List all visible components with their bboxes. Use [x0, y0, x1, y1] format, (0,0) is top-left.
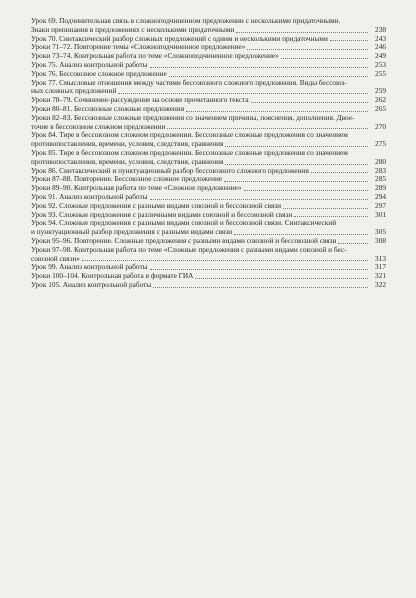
toc-page-number: 308 — [375, 235, 386, 245]
toc-entry-title: Уроки 100–104. Контрольная работа в формате ГИА — [31, 272, 194, 281]
toc-entry-title: Уроки 95–96. Повторение. Сложные предложения с разными видами союзной и бессоюзной связи — [31, 236, 337, 245]
toc-entry-line: Уроки 82–83. Бессоюзные сложные предложения со значением причины, пояснения, дополнения. Двое- — [31, 113, 355, 122]
toc-entry-title: Урок 75. Анализ контрольной работы — [31, 60, 148, 69]
toc-entry-title: Урок 70. Синтаксический разбор сложных предложений с одним и несколькими придаточными — [31, 34, 328, 43]
toc-page-number: 317 — [375, 262, 386, 272]
toc-page-number: 238 — [375, 24, 386, 34]
toc-entry — [31, 70, 386, 79]
toc-entry — [31, 184, 386, 193]
toc-entry — [31, 255, 386, 264]
dot-leader — [169, 76, 368, 77]
toc-entry-title: противопоставления, времени, условия, следствия, сравнения — [31, 157, 224, 166]
dot-leader — [338, 243, 368, 244]
toc-entry — [31, 87, 386, 96]
toc-entry-title: точие в бессоюзном сложном предложении — [31, 122, 166, 131]
toc-entry — [31, 263, 386, 272]
toc-entry — [31, 123, 386, 132]
toc-entry-line: Урок 85. Тире в бессоюзном сложном предложении. Бессоюзные сложные предложения со значением — [31, 148, 348, 157]
dot-leader — [281, 58, 368, 59]
toc-page-number: 294 — [375, 191, 386, 201]
toc-entry-line: Урок 84. Тире в бессоюзном сложном предложении. Бессоюзные сложные предложения со значением — [31, 131, 348, 140]
dot-leader — [234, 234, 368, 235]
dot-leader — [311, 172, 368, 173]
toc-page-number: 285 — [375, 174, 386, 184]
toc-entry-title: Знаки препинания в предложениях с несколькими придаточными — [31, 25, 235, 34]
toc-entry — [31, 272, 386, 281]
toc-page-number: 255 — [375, 68, 386, 78]
toc-entry — [31, 52, 386, 61]
toc-page-number: 249 — [375, 51, 386, 61]
table-of-contents — [31, 17, 386, 290]
dot-leader — [283, 208, 368, 209]
toc-entry-title: Урок 93. Сложные предложения с различными видами союзной и бессоюзной связи — [31, 210, 293, 219]
dot-leader — [330, 40, 368, 41]
dot-leader — [150, 67, 368, 68]
toc-entry-title: противопоставления, времени, условия, следствия, сравнения — [31, 140, 224, 149]
toc-entry — [31, 61, 386, 70]
dot-leader — [118, 93, 368, 94]
dot-leader — [236, 32, 368, 33]
toc-entry-title: Урок 91. Анализ контрольной работы — [31, 192, 148, 201]
dot-leader — [195, 278, 368, 279]
toc-entry-title: Уроки 71–72. Повторение темы «Сложноподчиненное предложение» — [31, 43, 246, 52]
toc-entry-line: Уроки 97–98. Контрольная работа по теме «Сложные предложения с разными видами союзной и бес- — [31, 245, 347, 254]
toc-page-number: 322 — [375, 279, 386, 289]
toc-entry — [31, 211, 386, 220]
toc-page-number: 243 — [375, 33, 386, 43]
toc-entry — [31, 167, 386, 176]
toc-entry — [31, 26, 386, 35]
toc-entry-title: ных сложных предложений — [31, 87, 117, 96]
dot-leader — [224, 181, 368, 182]
toc-page-number: 313 — [375, 253, 386, 263]
dot-leader — [153, 287, 368, 288]
toc-entry-line: Урок 77. Смысловые отношения между частями бессоюзного сложного предложения. Виды бессоюз- — [31, 78, 347, 87]
toc-page-number: 280 — [375, 156, 386, 166]
dot-leader — [186, 111, 368, 112]
toc-entry — [31, 228, 386, 237]
toc-page-number: 259 — [375, 86, 386, 96]
toc-page-number: 321 — [375, 271, 386, 281]
dot-leader — [294, 216, 368, 217]
dot-leader — [225, 164, 368, 165]
toc-entry-title: Уроки 73–74. Контрольная работа по теме «Сложноподчиненное предложение» — [31, 52, 279, 61]
dot-leader — [150, 269, 368, 270]
toc-page-number: 275 — [375, 139, 386, 149]
dot-leader — [247, 49, 368, 50]
toc-entry-title: Урок 105. Анализ контрольной работы — [31, 280, 152, 289]
toc-entry — [31, 175, 386, 184]
toc-entry-title: Уроки 78–79. Сочинение-рассуждение на основе прочитанного текста — [31, 96, 249, 105]
toc-entry — [31, 35, 386, 44]
toc-entry — [31, 96, 386, 105]
dot-leader — [244, 190, 368, 191]
dot-leader — [225, 146, 368, 147]
toc-page-number: 265 — [375, 103, 386, 113]
dot-leader — [167, 128, 368, 129]
dot-leader — [82, 260, 368, 261]
toc-page-number: 289 — [375, 183, 386, 193]
toc-page-number: 246 — [375, 42, 386, 52]
toc-entry-title: Урок 99. Анализ контрольной работы — [31, 263, 148, 272]
toc-page-number: 283 — [375, 165, 386, 175]
toc-entry-title: Уроки 80–81. Бессоюзные сложные предложения — [31, 104, 185, 113]
toc-entry-line: Урок 94. Сложные предложения с разными видами союзной и бессоюзной связи. Синтаксический — [31, 219, 337, 228]
toc-page-number: 253 — [375, 59, 386, 69]
toc-entry — [31, 140, 386, 149]
toc-page-number: 301 — [375, 209, 386, 219]
toc-entry-title: Урок 92. Сложные предложения с разными видами союзной и бессоюзной связи — [31, 201, 282, 210]
toc-entry-title: союзной связи» — [31, 254, 80, 263]
toc-entry-title: Урок 76. Бессоюзное сложное предложение — [31, 69, 167, 78]
dot-leader — [150, 199, 368, 200]
toc-entry-title: и пунктуационный разбор предложения с разными видами связи — [31, 228, 233, 237]
toc-entry — [31, 202, 386, 211]
toc-page-number: 297 — [375, 200, 386, 210]
toc-entry-line: Урок 69. Подчинительная связь в сложноподчиненном предложении с несколькими придаточными. — [31, 17, 341, 25]
toc-entry-title: Уроки 89–90. Контрольная работа по теме «Сложное предложение» — [31, 184, 242, 193]
toc-page-number: 305 — [375, 227, 386, 237]
toc-entry-title: Уроки 87–88. Повторение. Бессоюзное сложное предложение — [31, 175, 223, 184]
toc-entry — [31, 105, 386, 114]
toc-entry — [31, 281, 386, 290]
toc-entry — [31, 193, 386, 202]
toc-entry — [31, 43, 386, 52]
dot-leader — [251, 102, 368, 103]
toc-page-number: 270 — [375, 121, 386, 131]
toc-entry-title: Урок 86. Синтаксический и пунктуационный разбор бессоюзного сложного предложения — [31, 166, 309, 175]
toc-entry — [31, 237, 386, 246]
toc-page-number: 262 — [375, 95, 386, 105]
toc-entry — [31, 158, 386, 167]
